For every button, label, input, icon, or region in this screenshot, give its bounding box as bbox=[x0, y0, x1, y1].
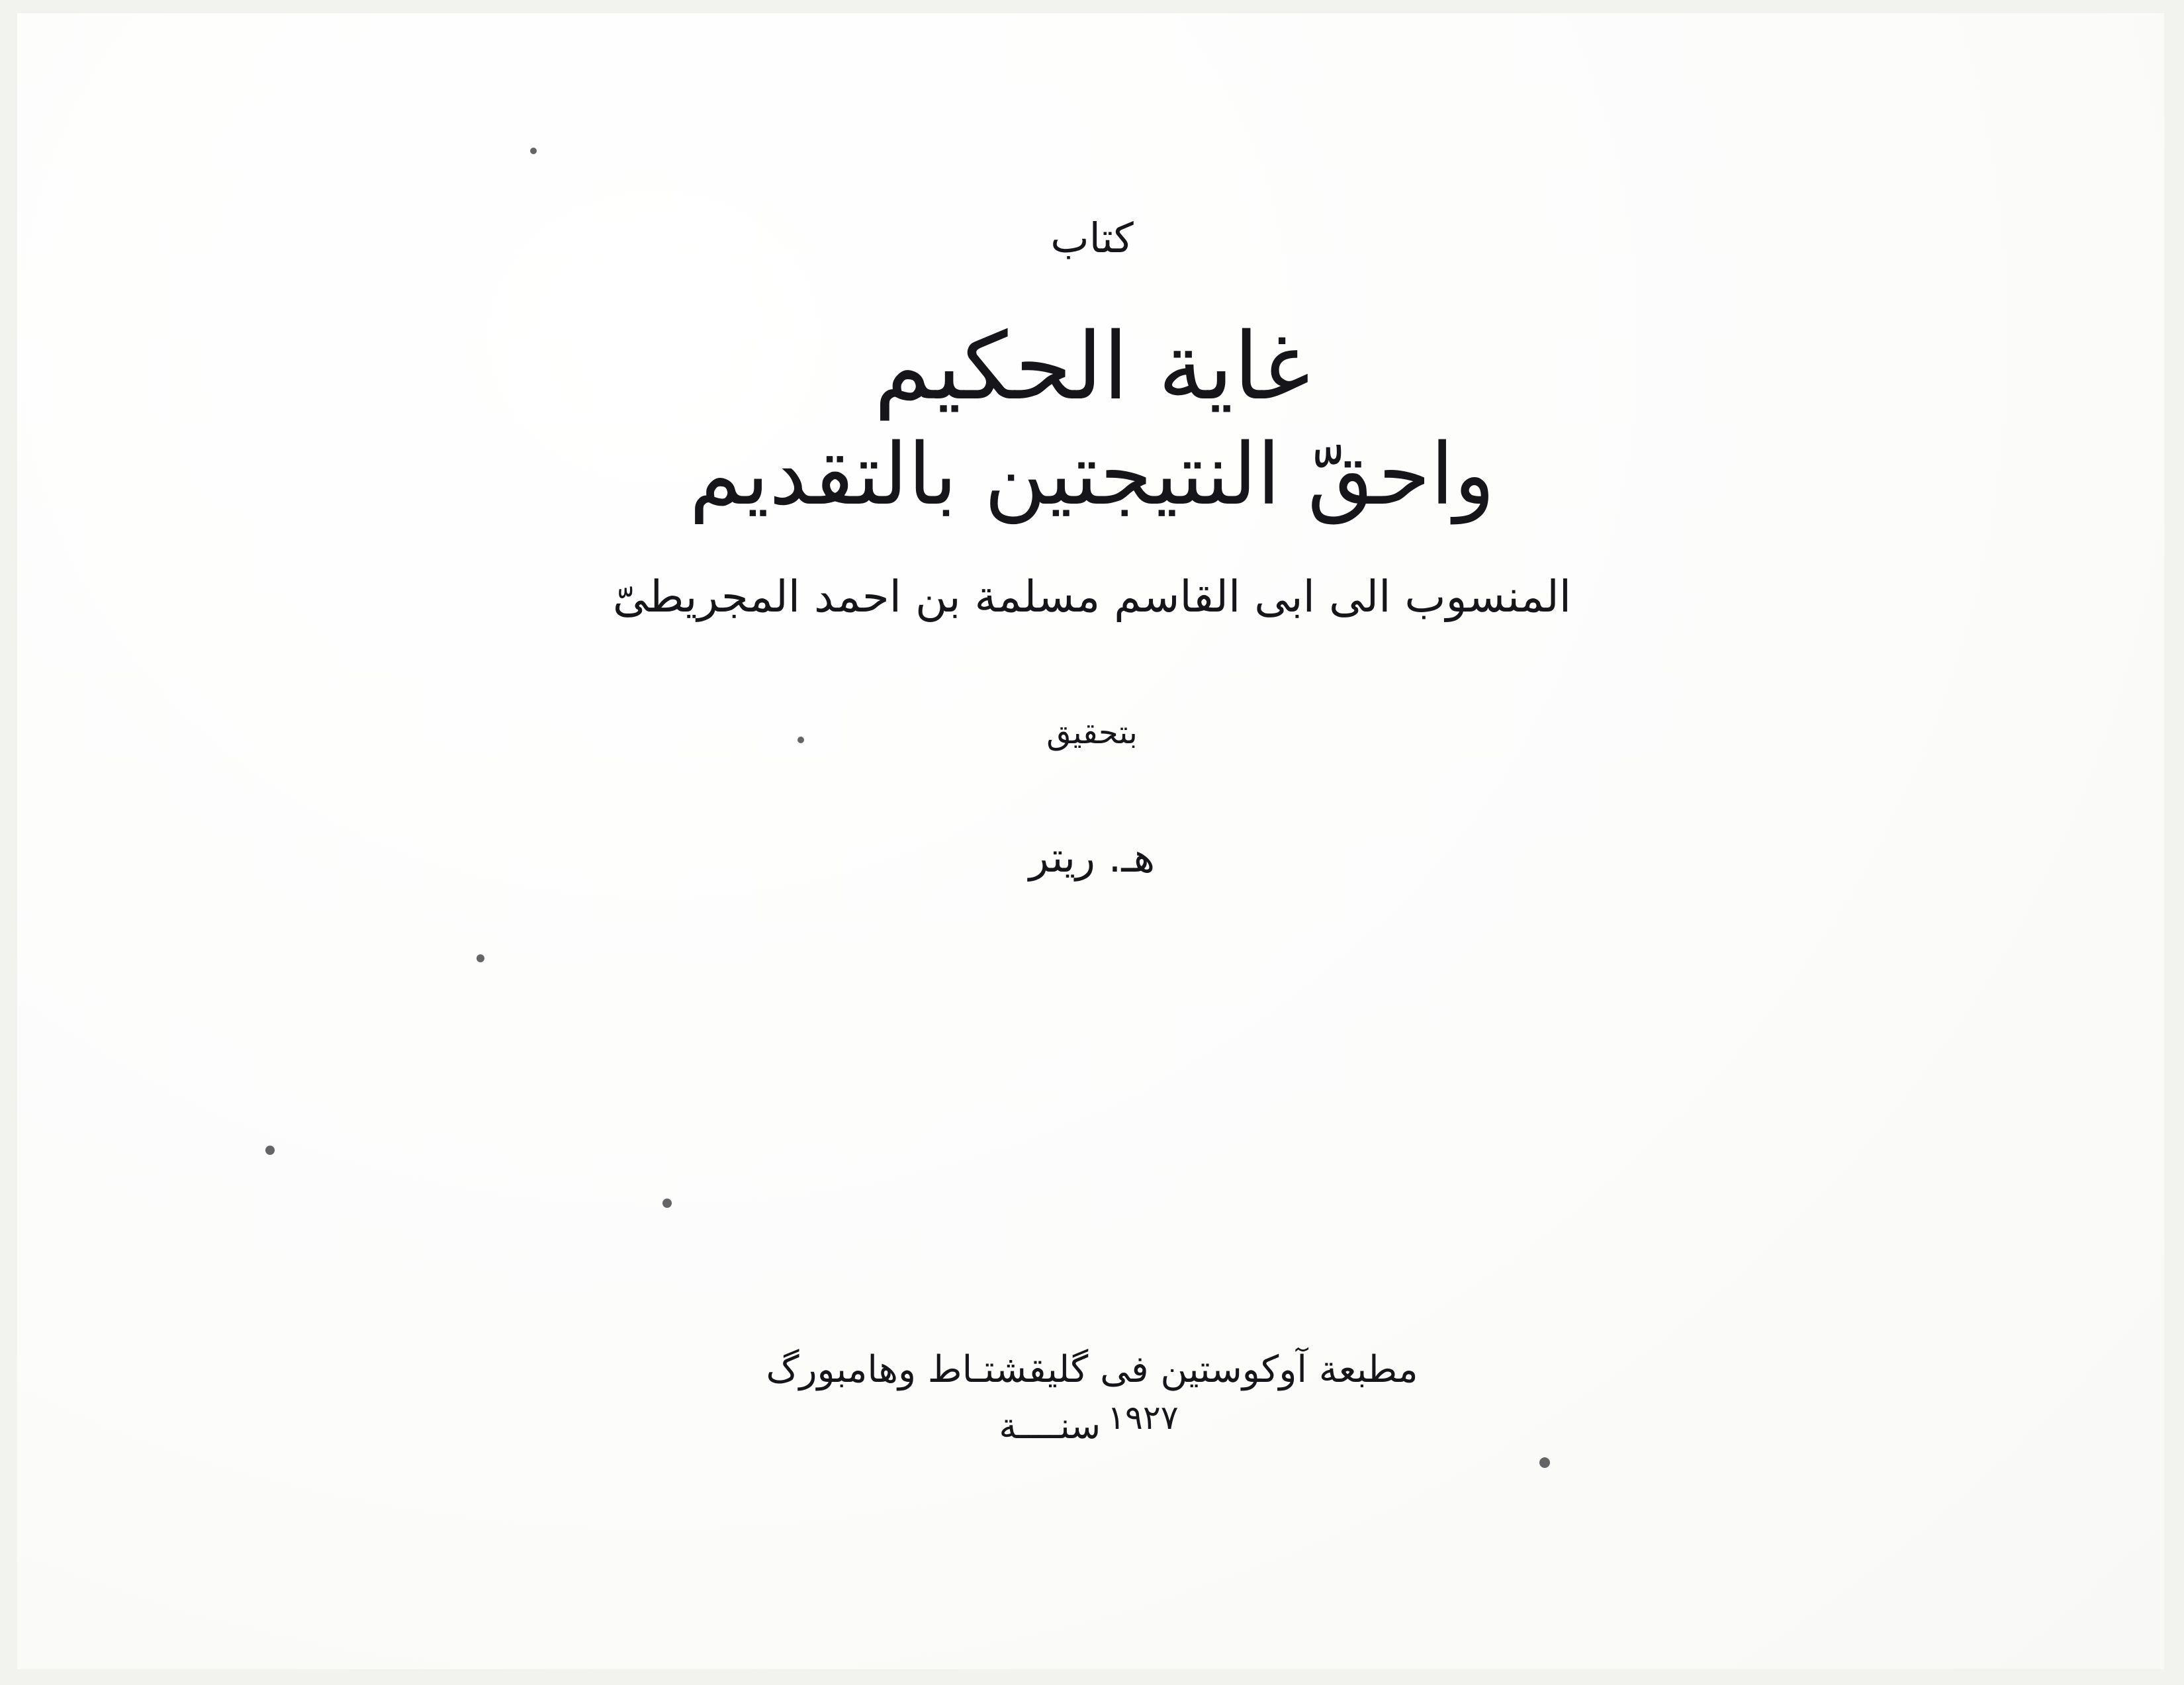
author-attribution: المنسوب الى ابى القاسم مسلمة بن احمد المجريطىّ bbox=[612, 571, 1572, 622]
scan-edge-top bbox=[0, 0, 2184, 13]
kitab-word: كتاب bbox=[1050, 214, 1134, 262]
book-title-line-1: غاية الحكيم bbox=[874, 313, 1310, 421]
editor-name: هـ. ريتر bbox=[1028, 833, 1156, 882]
scan-speck bbox=[797, 737, 804, 743]
book-title-line-2: واحقّ النتيجتين بالتقديم bbox=[689, 426, 1495, 524]
scan-speck bbox=[265, 1146, 275, 1155]
imprint-year-row bbox=[0, 1398, 2184, 1448]
imprint-year: ١٩٢٧ bbox=[1107, 1398, 1179, 1437]
publisher-imprint: مطبعة آوكوستين فى گليقشتـاط وهامبورگ bbox=[766, 1348, 1418, 1391]
scan-speck bbox=[477, 954, 484, 962]
edited-by-label: بتحقيق bbox=[1046, 714, 1138, 751]
scan-edge-bottom bbox=[0, 1669, 2184, 1685]
scan-speck bbox=[662, 1199, 672, 1208]
scan-speck bbox=[1539, 1457, 1550, 1468]
scan-speck bbox=[530, 148, 537, 154]
imprint-year-label: سنــــة bbox=[999, 1405, 1101, 1447]
